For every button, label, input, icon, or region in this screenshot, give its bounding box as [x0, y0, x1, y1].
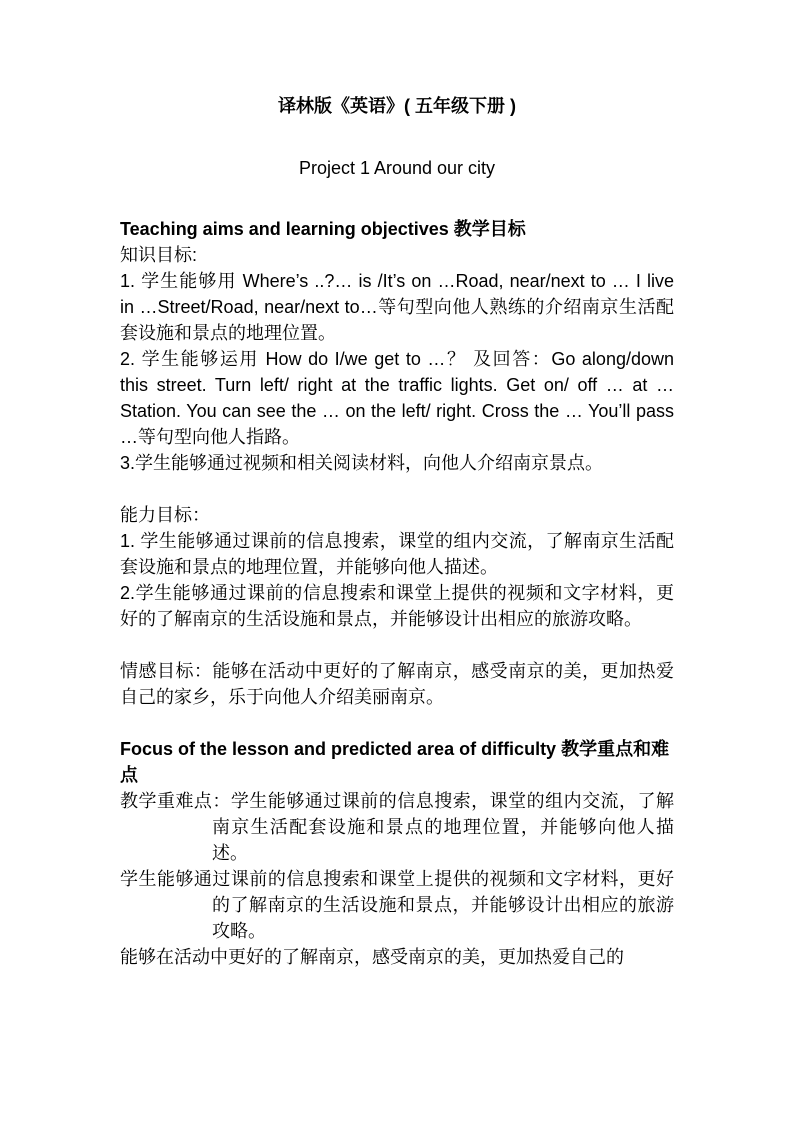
- spacer: [120, 476, 674, 502]
- focus-item-1: 教学重难点：学生能够通过课前的信息搜索，课堂的组内交流，了解南京生活配套设施和景点的地理位置，并能够向他人描述。: [120, 791, 674, 863]
- knowledge-item-3: 3.学生能够通过视频和相关阅读材料，向他人介绍南京景点。: [120, 453, 604, 473]
- emotion-goal: 情感目标：能够在活动中更好的了解南京，感受南京的美，更加热爱自己的家乡，乐于向他人介绍美丽南京。: [120, 661, 674, 707]
- knowledge-item-2: 2. 学生能够运用 How do I/we get to …？ 及回答：Go along/down this street. Turn left/ right at the traffic lights. Get on/ off … at …Station. You can see the … on the left/ right. Cross the … You’ll pass …等句型向他人指路。: [120, 349, 674, 447]
- document-title: 译林版《英语》( 五年级下册 ): [278, 96, 516, 116]
- ability-item-1: 1. 学生能够通过课前的信息搜索，课堂的组内交流，了解南京生活配套设施和景点的地理位置，并能够向他人描述。: [120, 531, 674, 577]
- spacer: [120, 710, 674, 736]
- aims-heading: Teaching aims and learning objectives 教学目标: [120, 219, 526, 239]
- focus-item-2: 学生能够通过课前的信息搜索和课堂上提供的视频和文字材料，更好的了解南京的生活设施和景点，并能够设计出相应的旅游攻略。: [120, 869, 674, 941]
- document-body: [120, 92, 674, 970]
- project-title: Project 1 Around our city: [298, 158, 496, 178]
- ability-item-2: 2.学生能够通过课前的信息搜索和课堂上提供的视频和文字材料，更好的了解南京的生活设施和景点，并能够设计出相应的旅游攻略。: [120, 583, 674, 629]
- focus-item-3: 能够在活动中更好的了解南京，感受南京的美，更加热爱自己的: [120, 947, 624, 967]
- focus-heading: Focus of the lesson and predicted area of difficulty 教学重点和难点: [120, 739, 670, 785]
- knowledge-item-1: 1. 学生能够用 Where’s ..?… is /It’s on …Road, near/next to … I live in …Street/Road, near/next to…等句型向他人熟练的介绍南京生活配套设施和景点的地理位置。: [120, 271, 674, 343]
- ability-label: 能力目标：: [120, 505, 210, 525]
- spacer: [120, 632, 674, 658]
- knowledge-label: 知识目标:: [120, 245, 198, 265]
